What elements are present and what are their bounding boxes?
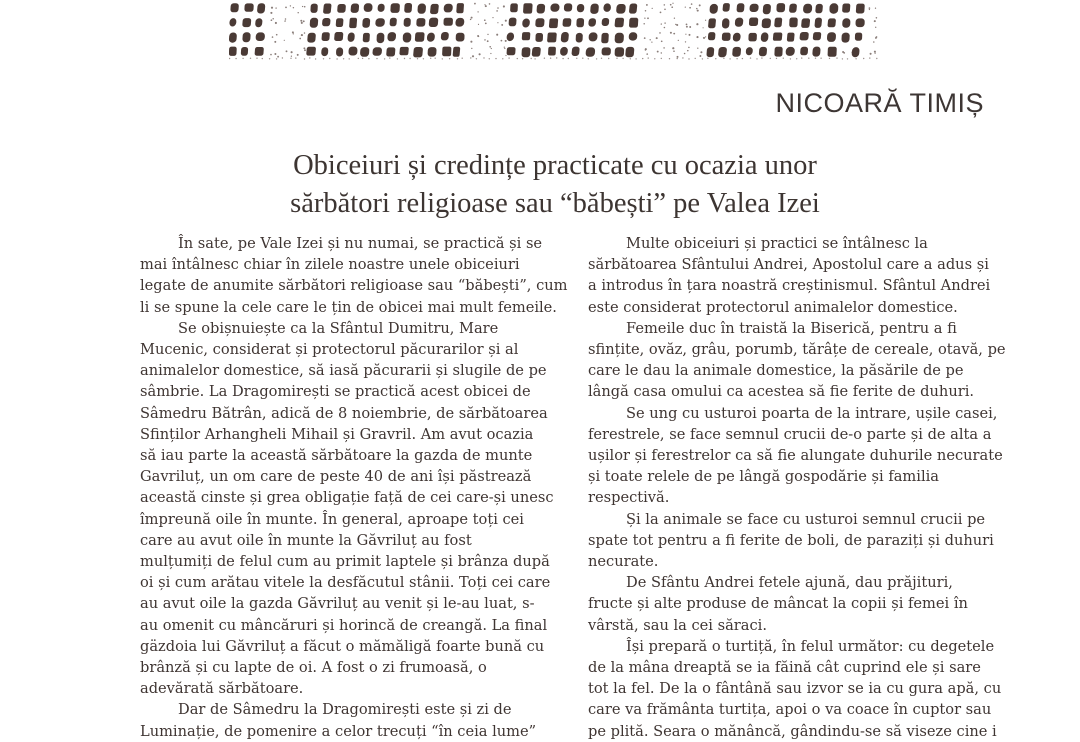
text-line: legate de anumite sărbători religioase sau “băbești”, cum — [140, 277, 568, 295]
text-line: mai întâlnesc chiar în zilele noastre unele obiceiuri — [140, 256, 520, 274]
text-line: Sfinților Arhangheli Mihail și Gravril. Am avut ocazia — [140, 425, 534, 443]
text-line: gäzdoia lui Găvriluț a făcut o mămăligă foarte bună cu — [140, 637, 545, 655]
article-title — [170, 147, 940, 223]
article-column-right — [588, 233, 1006, 742]
text-line: De Sfântu Andrei fetele ajună, dau prăjituri, — [626, 574, 953, 592]
text-line: de la mâna dreaptă se ia făină cât cuprind ele și sare — [588, 659, 981, 677]
text-line: care au avut oile în munte la Găvriluț au fost — [140, 531, 472, 549]
text-line: adevărată sărbătoare. — [140, 680, 304, 698]
text-line: Și la animale se face cu usturoi semnul crucii pe — [626, 510, 986, 528]
text-line: sărbătoarea Sfântului Andrei, Apostolul care a adus și — [588, 256, 989, 274]
article-column-left — [140, 233, 570, 742]
text-line: vârstă, sau la cei săraci. — [588, 616, 767, 634]
text-line: care le dau la animale domestice, la păsările de pe — [588, 362, 964, 380]
text-line: să iau parte la această sărbătoare la gazda de munte — [140, 447, 533, 465]
text-line: această cinste și grea obligație față de cei care-și unesc — [140, 489, 554, 507]
text-line: au avut oile la gazda Găvriluț au venit și le-au luat, s- — [140, 595, 535, 613]
text-line: Gavriluț, un om care de peste 40 de ani își păstrează — [140, 468, 532, 486]
text-line: brânză și cu lapte de oi. A fost o zi frumoasă, o — [140, 659, 487, 677]
text-line: Luminație, de pomenire a celor trecuți “în ceia lume” — [140, 722, 537, 740]
title-line-1: Obiceiuri și credințe practicate cu ocazia unor — [293, 150, 817, 181]
text-line: este considerat protectorul animalelor domestice. — [588, 298, 958, 316]
text-line: mulțumiți de felul cum au primit laptele și brânza după — [140, 553, 550, 571]
text-line: oi și cum arătau vitele la desfăcutul stânii. Toți cei care — [140, 574, 551, 592]
text-line: au omenit cu mâncăruri și horincă de creangă. La final — [140, 616, 548, 634]
text-line: sâmbrie. La Dragomirești se practică acest obicei de — [140, 383, 531, 401]
text-line: și toate relele de pe lângă gospodărie și familia — [588, 468, 939, 486]
text-line: împreună oile în munte. În general, aproape toți cei — [140, 510, 524, 528]
text-line: ferestrele, se face semnul crucii de-o parte și de alta a — [588, 425, 992, 443]
text-line: Sâmedru Bătrân, adică de 8 noiembrie, de sărbătoarea — [140, 404, 548, 422]
title-line-2: sărbători religioase sau “băbești” pe Valea Izei — [290, 188, 820, 219]
text-line: Se ung cu usturoi poarta de la intrare, ușile casei, — [626, 404, 998, 422]
author-name: NICOARĂ TIMIȘ — [775, 88, 984, 118]
text-line: Mucenic, considerat și protectorul păcurarilor și al — [140, 341, 519, 359]
text-line: spate tot pentru a fi ferite de boli, de paraziți și duhuri — [588, 531, 994, 549]
text-line: ușilor și ferestrelor ca să fie alungate duhurile necurate — [588, 447, 1003, 465]
lace-pattern-image — [229, 0, 882, 60]
text-line: Se obișnuiește ca la Sfântul Dumitru, Mare — [178, 319, 499, 337]
text-line: care va frământa turtița, apoi o va coace în cuptor sau — [588, 701, 992, 719]
text-line: tot la fel. De la o fântână sau izvor se ia cu gura apă, cu — [588, 680, 1002, 698]
text-line: În sate, pe Vale Izei și nu numai, se practică și se — [178, 235, 543, 252]
text-line: sfințite, ovăz, grâu, porumb, tărâțe de cereale, otavă, pe — [588, 341, 1006, 359]
text-line: Multe obiceiuri și practici se întâlnesc la — [626, 235, 928, 252]
text-line: Femeile duc în traistă la Biserică, pentru a fi — [626, 319, 957, 337]
text-line: Își prepară o turtiță, în felul următor: cu degetele — [626, 637, 995, 655]
text-line: necurate. — [588, 553, 659, 571]
text-line: lângă casa omului ca acestea să fie ferite de duhuri. — [588, 383, 975, 401]
text-line: respectivă. — [588, 489, 670, 507]
text-line: a introdus în țara noastră creștinismul. Sfântul Andrei — [588, 277, 991, 295]
text-line: pe plită. Seara o mănâncă, gândindu-se să viseze cine i — [588, 722, 997, 740]
text-line: Dar de Sâmedru la Dragomirești este și zi de — [178, 701, 512, 719]
text-line: fructe și alte produse de mâncat la copii și femei în — [588, 595, 968, 613]
text-line: animalelor domestice, să iasă păcurarii și slugile de pe — [140, 362, 547, 380]
text-line: li se spune la cele care le țin de obicei mai mult femeile. — [140, 298, 557, 316]
